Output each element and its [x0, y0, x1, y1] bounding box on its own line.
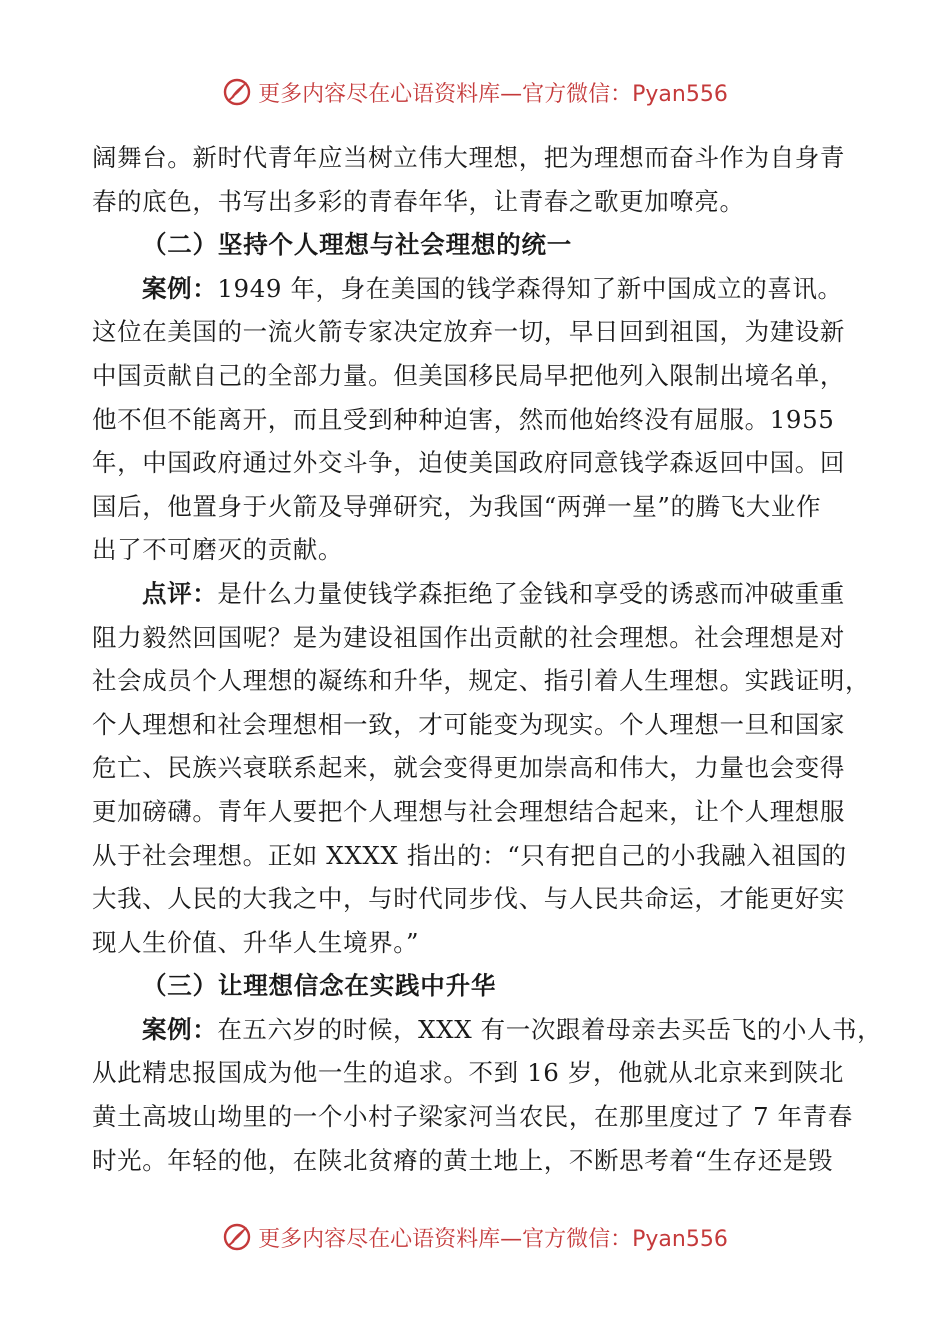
line-text: 社会成员个人理想的凝练和升华，规定、指引着人生理想。实践证明， — [92, 666, 871, 696]
body-line — [92, 877, 872, 921]
body-line — [92, 398, 872, 442]
line-text: 阔舞台。新时代青年应当树立伟大理想，把为理想而奋斗作为自身青 — [92, 143, 845, 172]
header-banner — [0, 72, 950, 112]
body-line — [92, 572, 872, 616]
body-line — [92, 485, 872, 529]
body-line — [92, 441, 872, 485]
label-prefix: 案例： — [142, 273, 218, 303]
body-line — [92, 921, 872, 965]
line-text: 年，中国政府通过外交斗争，迫使美国政府同意钱学森返回中国。回 — [92, 448, 845, 478]
label-prefix: 案例： — [142, 1014, 218, 1044]
body-line — [92, 746, 872, 790]
body-line — [92, 310, 872, 354]
body-line — [92, 1139, 872, 1183]
line-text: 个人理想和社会理想相一致，才可能变为现实。个人理想一旦和国家 — [92, 709, 845, 739]
label-prefix: 点评： — [142, 578, 218, 608]
quill-logo-icon — [222, 1222, 252, 1252]
line-text: 1949 年，身在美国的钱学森得知了新中国成立的喜讯。 — [217, 273, 843, 303]
quill-logo-icon — [222, 77, 252, 107]
section-heading — [92, 223, 872, 267]
body-line — [92, 790, 872, 834]
footer-banner — [0, 1217, 950, 1257]
line-text: 危亡、民族兴衰联系起来，就会变得更加崇高和伟大，力量也会变得 — [92, 753, 845, 783]
line-text: 更加磅礴。青年人要把个人理想与社会理想结合起来，让个人理想服 — [92, 796, 845, 826]
body-line — [92, 1008, 883, 1052]
line-text: 大我、人民的大我之中，与时代同步伐、与人民共命运，才能更好实 — [92, 884, 845, 914]
line-text: 黄土高坡山坳里的一个小村子梁家河当农民，在那里度过了 7 年青春 — [92, 1102, 853, 1132]
banner-text: 更多内容尽在心语资料库—官方微信：Pyan556 — [258, 81, 728, 107]
line-text: 这位在美国的一流火箭专家决定放弃一切，早日回到祖国，为建设新 — [92, 317, 845, 347]
line-text: 现人生价值、升华人生境界。” — [92, 927, 420, 957]
line-text: 国后，他置身于火箭及导弹研究，为我国“两弹一星”的腾飞大业作 — [92, 491, 822, 521]
line-text: 春的底色，书写出多彩的青春年华，让青春之歌更加嘹亮。 — [92, 186, 745, 216]
line-text: （二）坚持个人理想与社会理想的统一 — [142, 230, 573, 260]
body-line — [92, 834, 872, 878]
banner-text: 更多内容尽在心语资料库—官方微信：Pyan556 — [258, 1226, 728, 1252]
line-text: 阻力毅然回国呢？是为建设祖国作出贡献的社会理想。社会理想是对 — [92, 622, 845, 652]
line-text: （三）让理想信念在实践中升华 — [142, 971, 497, 1001]
line-text: 从于社会理想。正如 XXXX 指出的：“只有把自己的小我融入祖国的 — [92, 840, 847, 870]
body-line — [92, 703, 872, 747]
section-heading — [92, 964, 872, 1008]
body-line — [92, 267, 872, 311]
body-line — [92, 659, 872, 703]
body-line — [92, 616, 872, 660]
line-text: 从此精忠报国成为他一生的追求。不到 16 岁，他就从北京来到陕北 — [92, 1058, 844, 1088]
line-text: 出了不可磨灭的贡献。 — [92, 535, 343, 565]
body-line — [92, 354, 872, 398]
body-line — [92, 1051, 872, 1095]
line-text: 在五六岁的时候，XXX 有一次跟着母亲去买岳飞的小人书， — [217, 1014, 883, 1044]
body-line — [92, 1095, 872, 1139]
body-line — [92, 180, 872, 224]
line-text: 中国贡献自己的全部力量。但美国移民局早把他列入限制出境名单， — [92, 360, 845, 390]
body-line — [92, 136, 872, 180]
document-body — [92, 136, 883, 1182]
body-line — [92, 528, 872, 572]
line-text: 时光。年轻的他，在陕北贫瘠的黄土地上，不断思考着“生存还是毁 — [92, 1145, 834, 1175]
line-text: 是什么力量使钱学森拒绝了金钱和享受的诱惑而冲破重重 — [217, 578, 845, 608]
line-text: 他不但不能离开，而且受到种种迫害，然而他始终没有屈服。1955 — [92, 404, 835, 434]
